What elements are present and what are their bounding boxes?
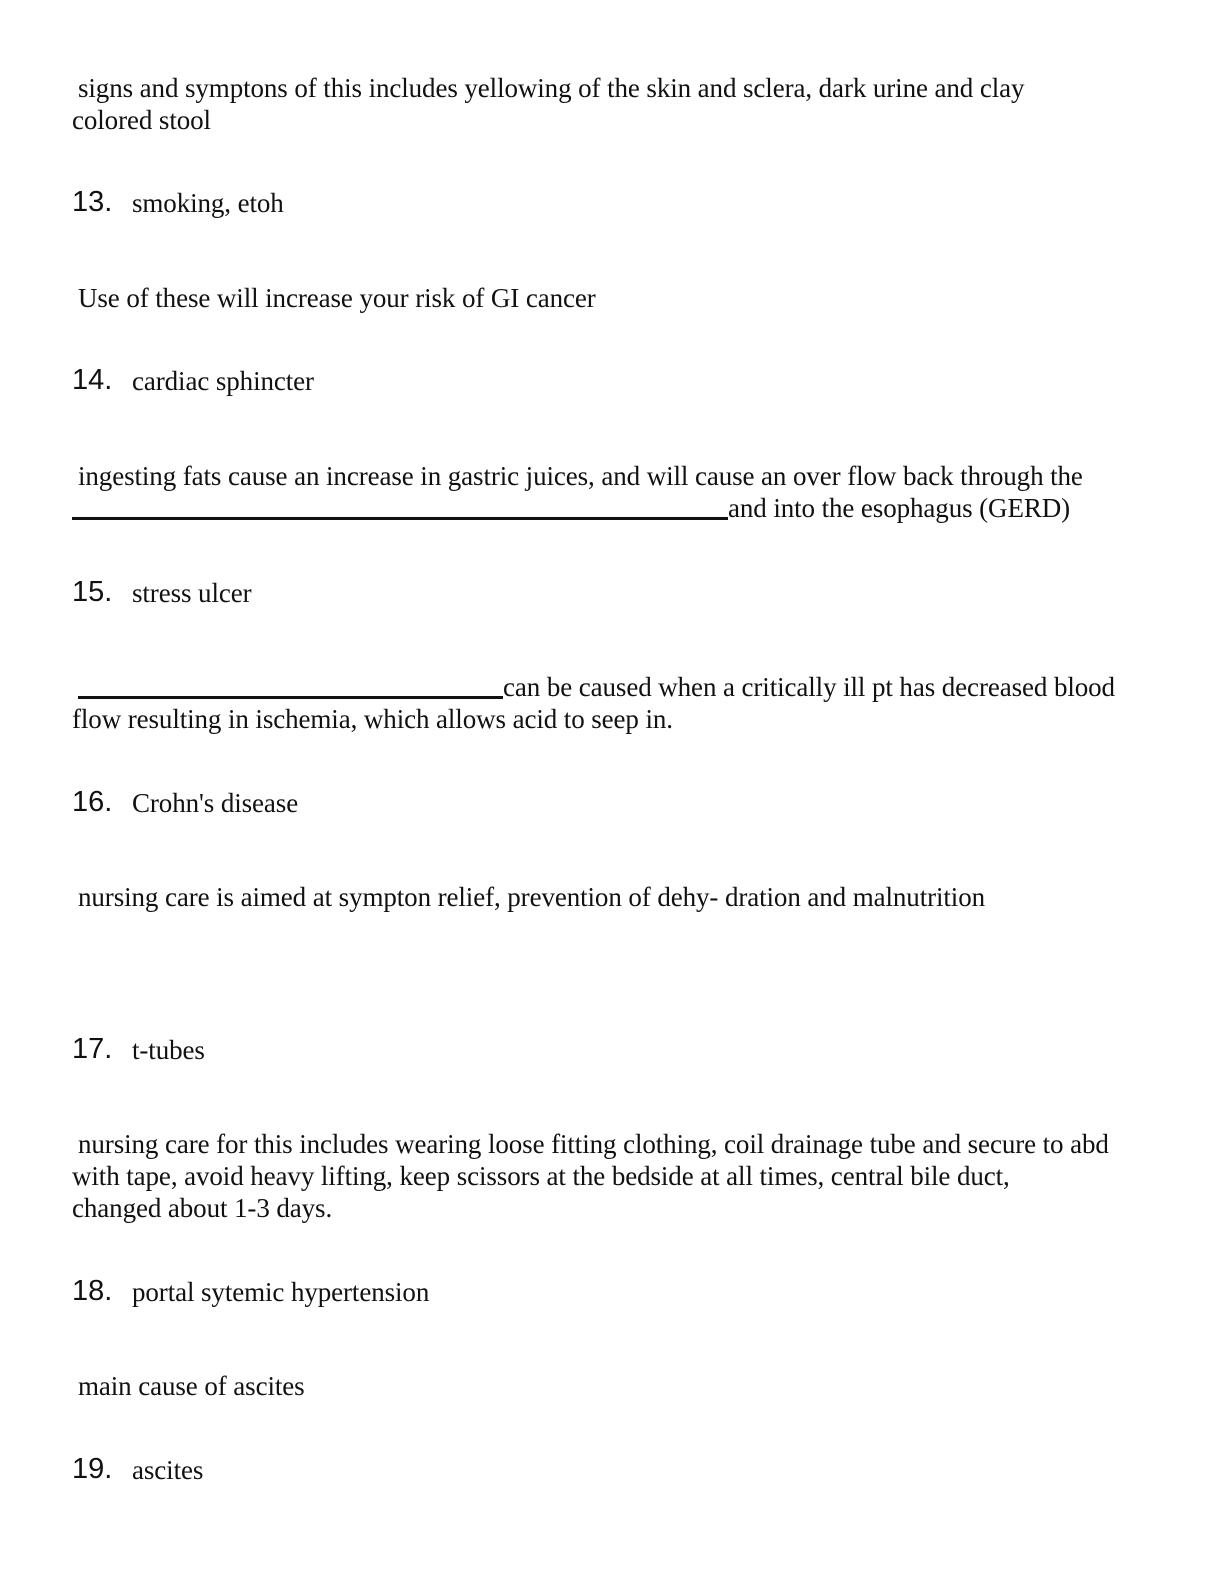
clue-line: changed about 1-3 days. xyxy=(72,1193,333,1223)
answer-blank xyxy=(72,517,728,520)
clue-line xyxy=(72,671,1115,703)
clue-paragraph xyxy=(72,881,985,913)
clue-line xyxy=(72,492,1083,524)
question-term: smoking, etoh xyxy=(132,188,284,218)
question-number: 16. xyxy=(72,786,113,818)
clue-text-after-blank: and into the esophagus (GERD) xyxy=(728,493,1071,523)
question-number: 17. xyxy=(72,1033,113,1065)
answer-blank xyxy=(78,696,503,699)
question-number: 18. xyxy=(72,1275,113,1307)
clue-line: flow resulting in ischemia, which allows acid to seep in. xyxy=(72,704,673,734)
clue-paragraph xyxy=(72,72,1024,136)
clue-line: nursing care is aimed at sympton relief, prevention of dehy- dration and malnutrition xyxy=(78,882,985,912)
question-number: 19. xyxy=(72,1453,113,1485)
clue-line: signs and symptons of this includes yellowing of the skin and sclera, dark urine and clay xyxy=(78,73,1025,103)
question-term: stress ulcer xyxy=(132,578,252,608)
clue-paragraph xyxy=(72,460,1083,524)
question-term: ascites xyxy=(132,1455,204,1485)
clue-text-after-blank: can be caused when a critically ill pt has decreased blood xyxy=(503,672,1115,702)
question-number: 14. xyxy=(72,364,113,396)
clue-paragraph xyxy=(72,1370,305,1402)
clue-paragraph xyxy=(72,671,1115,735)
question-term: portal sytemic hypertension xyxy=(132,1277,430,1307)
clue-paragraph xyxy=(72,1128,1109,1224)
clue-line: Use of these will increase your risk of GI cancer xyxy=(78,283,596,313)
question-number: 15. xyxy=(72,576,113,608)
clue-line: colored stool xyxy=(72,105,211,135)
question-term: cardiac sphincter xyxy=(132,366,314,396)
clue-paragraph xyxy=(72,282,596,314)
question-term: t-tubes xyxy=(132,1035,205,1065)
clue-line: ingesting fats cause an increase in gastric juices, and will cause an over flow back through the xyxy=(78,461,1083,491)
question-number: 13. xyxy=(72,186,113,218)
question-term: Crohn's disease xyxy=(132,788,299,818)
clue-line: main cause of ascites xyxy=(78,1371,305,1401)
clue-line: with tape, avoid heavy lifting, keep scissors at the bedside at all times, central bile duct, xyxy=(72,1161,1010,1191)
clue-line: nursing care for this includes wearing loose fitting clothing, coil drainage tube and secure to abd xyxy=(78,1129,1109,1159)
